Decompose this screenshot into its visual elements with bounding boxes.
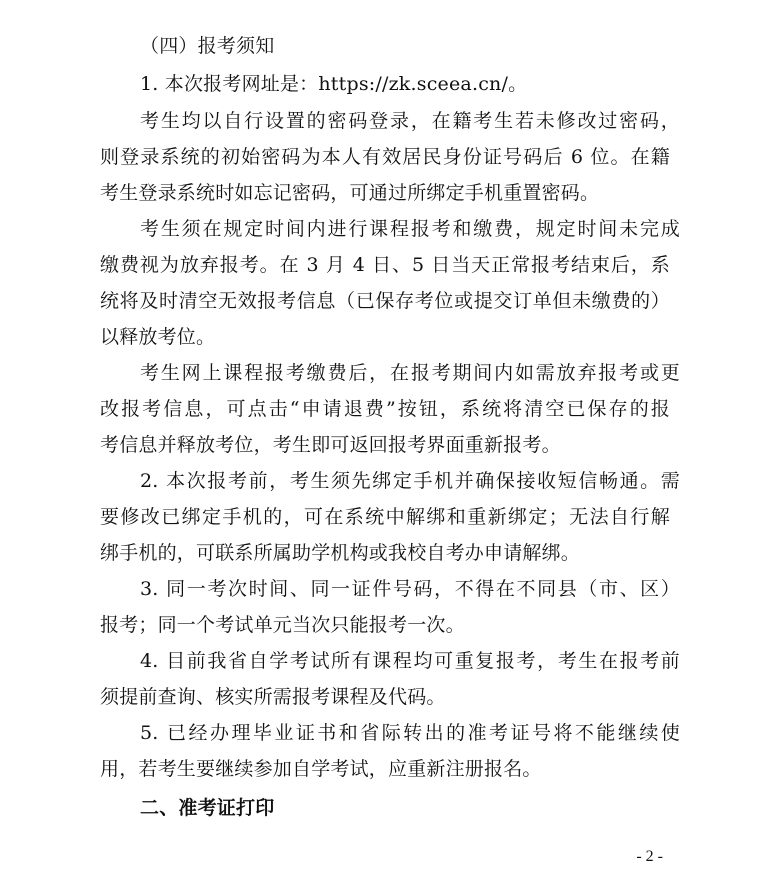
paragraph-line: 考生须在规定时间内进行课程报考和缴费，规定时间未完成 (140, 218, 680, 240)
paragraph-line: 报考；同一个考试单元当次只能报考一次。 (100, 614, 465, 636)
paragraph-line: 须提前查询、核实所需报考课程及代码。 (100, 686, 446, 708)
paragraph-line: 改报考信息，可点击“申请退费”按钮，系统将清空已保存的报 (100, 398, 670, 420)
paragraph-line: 则登录系统的初始密码为本人有效居民身份证号码后 6 位。在籍 (100, 146, 670, 168)
paragraph-line: 以释放考位。 (100, 326, 216, 348)
paragraph-line: 考信息并释放考位，考生即可返回报考界面重新报考。 (100, 434, 561, 456)
paragraph-line: 2. 本次报考前，考生须先绑定手机并确保接收短信畅通。需 (140, 470, 680, 492)
paragraph-line: 1. 本次报考网址是：https://zk.sceea.cn/。 (140, 73, 528, 95)
paragraph-line: 用，若考生要继续参加自学考试，应重新注册报名。 (100, 758, 542, 780)
paragraph-line: 5. 已经办理毕业证书和省际转出的准考证号将不能继续使 (140, 722, 680, 744)
paragraph-line: 3. 同一考次时间、同一证件号码，不得在不同县（市、区） (140, 578, 680, 600)
paragraph-line: 4. 目前我省自学考试所有课程均可重复报考，考生在报考前 (140, 650, 680, 672)
page-number: - 2 - (636, 848, 663, 865)
paragraph-line: 缴费视为放弃报考。在 3 月 4 日、5 日当天正常报考结束后，系 (100, 254, 670, 276)
section-title: （四）报考须知 (140, 35, 275, 57)
paragraph-line: 统将及时清空无效报考信息（已保存考位或提交订单但未缴费的） (100, 290, 670, 312)
paragraph-line: 要修改已绑定手机的，可在系统中解绑和重新绑定；无法自行解 (100, 506, 670, 528)
paragraph-line: 考生均以自行设置的密码登录，在籍考生若未修改过密码， (140, 110, 680, 132)
section-heading: 二、准考证打印 (140, 797, 275, 819)
paragraph-line: 考生网上课程报考缴费后，在报考期间内如需放弃报考或更 (140, 362, 680, 384)
paragraph-line: 考生登录系统时如忘记密码，可通过所绑定手机重置密码。 (100, 182, 600, 204)
paragraph-line: 绑手机的，可联系所属助学机构或我校自考办申请解绑。 (100, 542, 581, 564)
